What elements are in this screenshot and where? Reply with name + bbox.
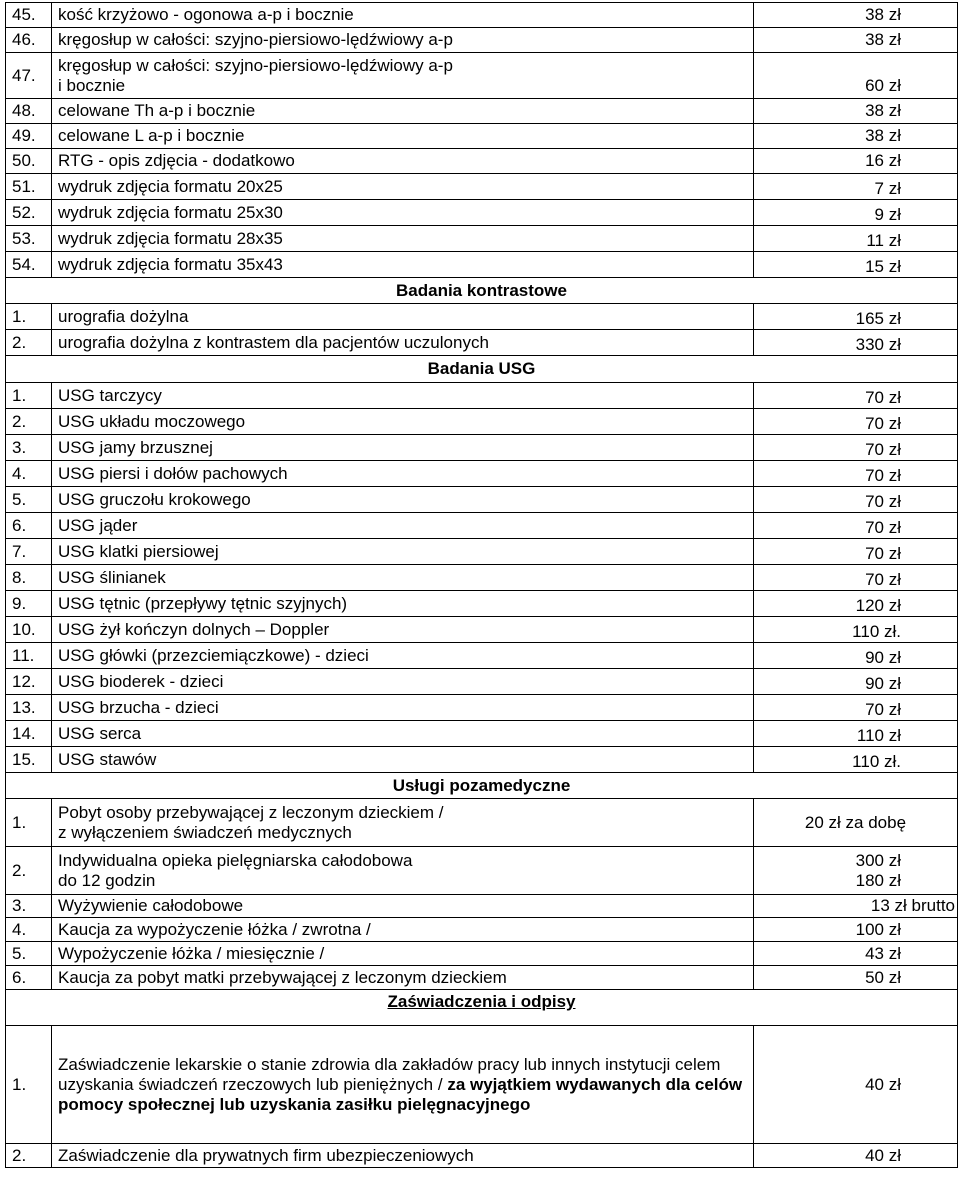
row-number: 51. [6, 174, 52, 200]
row-number: 3. [6, 435, 52, 461]
service-name: USG serca [52, 721, 754, 747]
service-price: 70 zł [754, 409, 958, 435]
service-price: 100 zł [754, 918, 958, 942]
service-name: USG bioderek - dzieci [52, 669, 754, 695]
row-number: 12. [6, 669, 52, 695]
service-name: USG tarczycy [52, 383, 754, 409]
row-number: 46. [6, 28, 52, 53]
table-row [6, 1026, 958, 1144]
service-name [52, 1026, 754, 1144]
service-name-line: i bocznie [58, 75, 126, 95]
table-row [6, 487, 958, 513]
service-name: wydruk zdjęcia formatu 20x25 [52, 174, 754, 200]
service-name-line: Indywidualna opieka pielęgniarska całodobowa [58, 850, 413, 870]
table-row [6, 252, 958, 278]
service-price [754, 847, 958, 895]
service-name: USG jamy brzusznej [52, 435, 754, 461]
service-name: USG główki (przezciemiączkowe) - dzieci [52, 643, 754, 669]
row-number: 45. [6, 3, 52, 28]
row-number: 4. [6, 461, 52, 487]
row-number: 9. [6, 591, 52, 617]
service-name: USG gruczołu krokowego [52, 487, 754, 513]
section-header-row [6, 278, 958, 304]
service-price: 70 zł [754, 695, 958, 721]
service-name-line: kręgosłup w całości: szyjno-piersiowo-lędźwiowy a-p [58, 55, 453, 75]
table-row [6, 513, 958, 539]
table-row [6, 174, 958, 200]
service-name-line: z wyłączeniem świadczeń medycznych [58, 822, 352, 842]
row-number: 48. [6, 99, 52, 124]
service-price: 7 zł [754, 174, 958, 200]
service-price: 70 zł [754, 487, 958, 513]
row-number: 1. [6, 799, 52, 847]
table-row [6, 539, 958, 565]
service-name: kość krzyżowo - ogonowa a-p i bocznie [52, 3, 754, 28]
service-name: Zaświadczenie dla prywatnych firm ubezpieczeniowych [52, 1144, 754, 1168]
row-number: 4. [6, 918, 52, 942]
service-name: USG jąder [52, 513, 754, 539]
table-row [6, 617, 958, 643]
service-price: 43 zł [754, 942, 958, 966]
section-title: Badania USG [6, 356, 958, 383]
table-row [6, 304, 958, 330]
service-price: 70 zł [754, 435, 958, 461]
row-number: 5. [6, 487, 52, 513]
table-row [6, 643, 958, 669]
price-line: 300 zł [855, 850, 901, 870]
row-number: 47. [6, 53, 52, 99]
table-row [6, 1144, 958, 1168]
service-name: USG ślinianek [52, 565, 754, 591]
row-number: 53. [6, 226, 52, 252]
row-number: 5. [6, 942, 52, 966]
row-number: 50. [6, 149, 52, 174]
section-title: Zaświadczenia i odpisy [6, 990, 958, 1026]
table-row [6, 747, 958, 773]
service-price: 70 zł [754, 461, 958, 487]
service-name [52, 53, 754, 99]
service-name: USG tętnic (przepływy tętnic szyjnych) [52, 591, 754, 617]
row-number: 1. [6, 304, 52, 330]
table-row [6, 53, 958, 99]
service-price: 70 zł [754, 539, 958, 565]
service-name: USG stawów [52, 747, 754, 773]
service-name: USG klatki piersiowej [52, 539, 754, 565]
service-name: Kaucja za wypożyczenie łóżka / zwrotna / [52, 918, 754, 942]
section-header-row [6, 773, 958, 799]
table-row [6, 28, 958, 53]
table-row [6, 918, 958, 942]
service-name: USG piersi i dołów pachowych [52, 461, 754, 487]
row-number: 3. [6, 895, 52, 918]
row-number: 8. [6, 565, 52, 591]
table-row [6, 695, 958, 721]
service-name: wydruk zdjęcia formatu 28x35 [52, 226, 754, 252]
table-row [6, 895, 958, 918]
service-name: urografia dożylna z kontrastem dla pacjentów uczulonych [52, 330, 754, 356]
service-price: 40 zł [754, 1026, 958, 1144]
row-number: 2. [6, 330, 52, 356]
table-row [6, 721, 958, 747]
table-row [6, 124, 958, 149]
service-price: 40 zł [754, 1144, 958, 1168]
service-name: celowane L a-p i bocznie [52, 124, 754, 149]
service-price: 60 zł [754, 53, 958, 99]
section-title: Badania kontrastowe [6, 278, 958, 304]
table-row [6, 966, 958, 990]
service-price: 330 zł [754, 330, 958, 356]
service-name: wydruk zdjęcia formatu 35x43 [52, 252, 754, 278]
service-price: 70 zł [754, 565, 958, 591]
section-header-row [6, 990, 958, 1026]
service-price: 20 zł za dobę [754, 799, 958, 847]
row-number: 7. [6, 539, 52, 565]
service-price: 90 zł [754, 669, 958, 695]
row-number: 49. [6, 124, 52, 149]
service-price: 110 zł. [754, 747, 958, 773]
row-number: 2. [6, 1144, 52, 1168]
row-number: 6. [6, 966, 52, 990]
service-price: 50 zł [754, 966, 958, 990]
service-name: USG brzucha - dzieci [52, 695, 754, 721]
service-name-line: do 12 godzin [58, 870, 156, 890]
certificate-text: Zaświadczenie lekarskie o stanie zdrowia dla zakładów pracy lub innych instytucji celem uzyskania świadczeń rzeczowych lub pieniężnych / [58, 1054, 721, 1094]
row-number: 11. [6, 643, 52, 669]
service-name: urografia dożylna [52, 304, 754, 330]
service-price: 70 zł [754, 383, 958, 409]
row-number: 2. [6, 847, 52, 895]
service-name: RTG - opis zdjęcia - dodatkowo [52, 149, 754, 174]
row-number: 1. [6, 1026, 52, 1144]
row-number: 52. [6, 200, 52, 226]
service-price: 110 zł. [754, 617, 958, 643]
row-number: 13. [6, 695, 52, 721]
service-price: 70 zł [754, 513, 958, 539]
service-name: USG układu moczowego [52, 409, 754, 435]
service-price: 13 zł brutto [754, 895, 958, 918]
service-name-line: Pobyt osoby przebywającej z leczonym dzieckiem / [58, 802, 444, 822]
service-name: celowane Th a-p i bocznie [52, 99, 754, 124]
service-name [52, 847, 754, 895]
row-number: 14. [6, 721, 52, 747]
service-price: 11 zł [754, 226, 958, 252]
service-price: 38 zł [754, 124, 958, 149]
service-price: 120 zł [754, 591, 958, 617]
row-number: 10. [6, 617, 52, 643]
table-row [6, 226, 958, 252]
service-price: 15 zł [754, 252, 958, 278]
service-price: 165 zł [754, 304, 958, 330]
table-row [6, 3, 958, 28]
table-row [6, 591, 958, 617]
table-row [6, 149, 958, 174]
service-name: wydruk zdjęcia formatu 25x30 [52, 200, 754, 226]
service-price: 9 zł [754, 200, 958, 226]
table-row [6, 435, 958, 461]
table-row [6, 330, 958, 356]
service-price: 38 zł [754, 28, 958, 53]
service-name: kręgosłup w całości: szyjno-piersiowo-lędźwiowy a-p [52, 28, 754, 53]
table-row [6, 669, 958, 695]
service-name: USG żył kończyn dolnych – Doppler [52, 617, 754, 643]
table-row [6, 383, 958, 409]
table-row [6, 461, 958, 487]
section-header-row [6, 356, 958, 383]
service-price: 38 zł [754, 99, 958, 124]
table-row [6, 200, 958, 226]
price-line: 180 zł [855, 870, 901, 890]
table-row [6, 565, 958, 591]
service-price: 16 zł [754, 149, 958, 174]
row-number: 54. [6, 252, 52, 278]
service-price: 110 zł [754, 721, 958, 747]
service-price: 38 zł [754, 3, 958, 28]
row-number: 1. [6, 383, 52, 409]
price-list-table [5, 2, 958, 1168]
table-row [6, 409, 958, 435]
row-number: 6. [6, 513, 52, 539]
certificate-exception-text: za wyjątkiem wydawanych dla celów pomocy społecznej lub uzyskania zasiłku pielęgnacyjnego [58, 1074, 743, 1114]
price-list-body [6, 3, 958, 1168]
section-title: Usługi pozamedyczne [6, 773, 958, 799]
service-price: 90 zł [754, 643, 958, 669]
service-name: Wyżywienie całodobowe [52, 895, 754, 918]
service-name: Kaucja za pobyt matki przebywającej z leczonym dzieckiem [52, 966, 754, 990]
row-number: 15. [6, 747, 52, 773]
table-row [6, 99, 958, 124]
service-name: Wypożyczenie łóżka / miesięcznie / [52, 942, 754, 966]
table-row [6, 942, 958, 966]
row-number: 2. [6, 409, 52, 435]
table-row [6, 799, 958, 847]
service-name [52, 799, 754, 847]
table-row [6, 847, 958, 895]
